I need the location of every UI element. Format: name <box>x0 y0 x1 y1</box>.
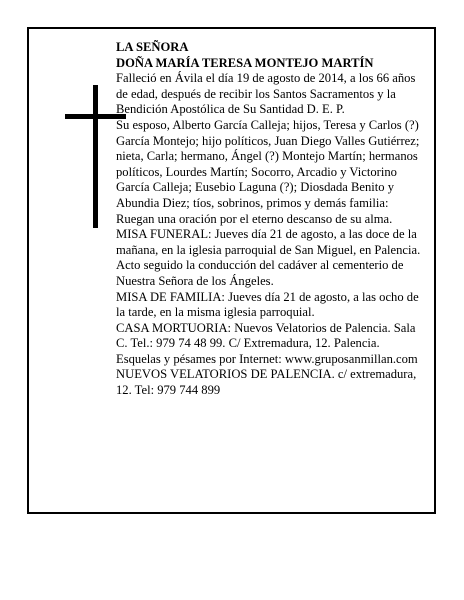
death-announcement: Falleció en Ávila el día 19 de agosto de 2014, a los 66 años de edad, después de recibir los Santos Sacramentos y la Bendición Apostólica de Su Santidad D. E. P. <box>116 71 416 117</box>
prayer-request: Ruegan una oración por el eterno descanso de su alma. <box>116 211 393 226</box>
deceased-name: DOÑA MARÍA TERESA MONTEJO MARTÍN <box>116 55 374 70</box>
online-condolences: Esquelas y pésames por Internet: www.gruposanmillan.com <box>116 351 418 366</box>
title-line: LA SEÑORA <box>116 40 189 54</box>
funeral-home-contact: NUEVOS VELATORIOS DE PALENCIA. c/ extremadura, 12. Tel: 979 744 899 <box>116 367 417 398</box>
family-list: Su esposo, Alberto García Calleja; hijos, Teresa y Carlos (?) García Montejo; hijo políticos, Juan Diego Valles Gutiérrez; nieta, Carla; hermano, Ángel (?) Montejo Martín; hermanos políticos, Lourdes Martín; Socorro, Arcadio y Victorino García Calleja; Eusebio Laguna (?); Diosdada Benito y Abundia Diez; tíos, sobrinos, primos y demás familia: <box>116 117 420 210</box>
cross-icon-vertical <box>93 85 98 228</box>
funeral-mass: MISA FUNERAL: Jueves día 21 de agosto, a las doce de la mañana, en la iglesia parroquial de San Miguel, en Palencia. Acto seguido la conducción del cadáver al cementerio de Nuestra Señora de los Ángeles. <box>116 227 421 288</box>
mortuary-info: CASA MORTUORIA: Nuevos Velatorios de Palencia. Sala C. Tel.: 979 74 48 99. C/ Extremadura, 12. Palencia. <box>116 320 416 351</box>
obituary-text <box>116 40 428 399</box>
family-mass: MISA DE FAMILIA: Jueves día 21 de agosto, a las ocho de la tarde, en la misma iglesia parroquial. <box>116 289 419 320</box>
